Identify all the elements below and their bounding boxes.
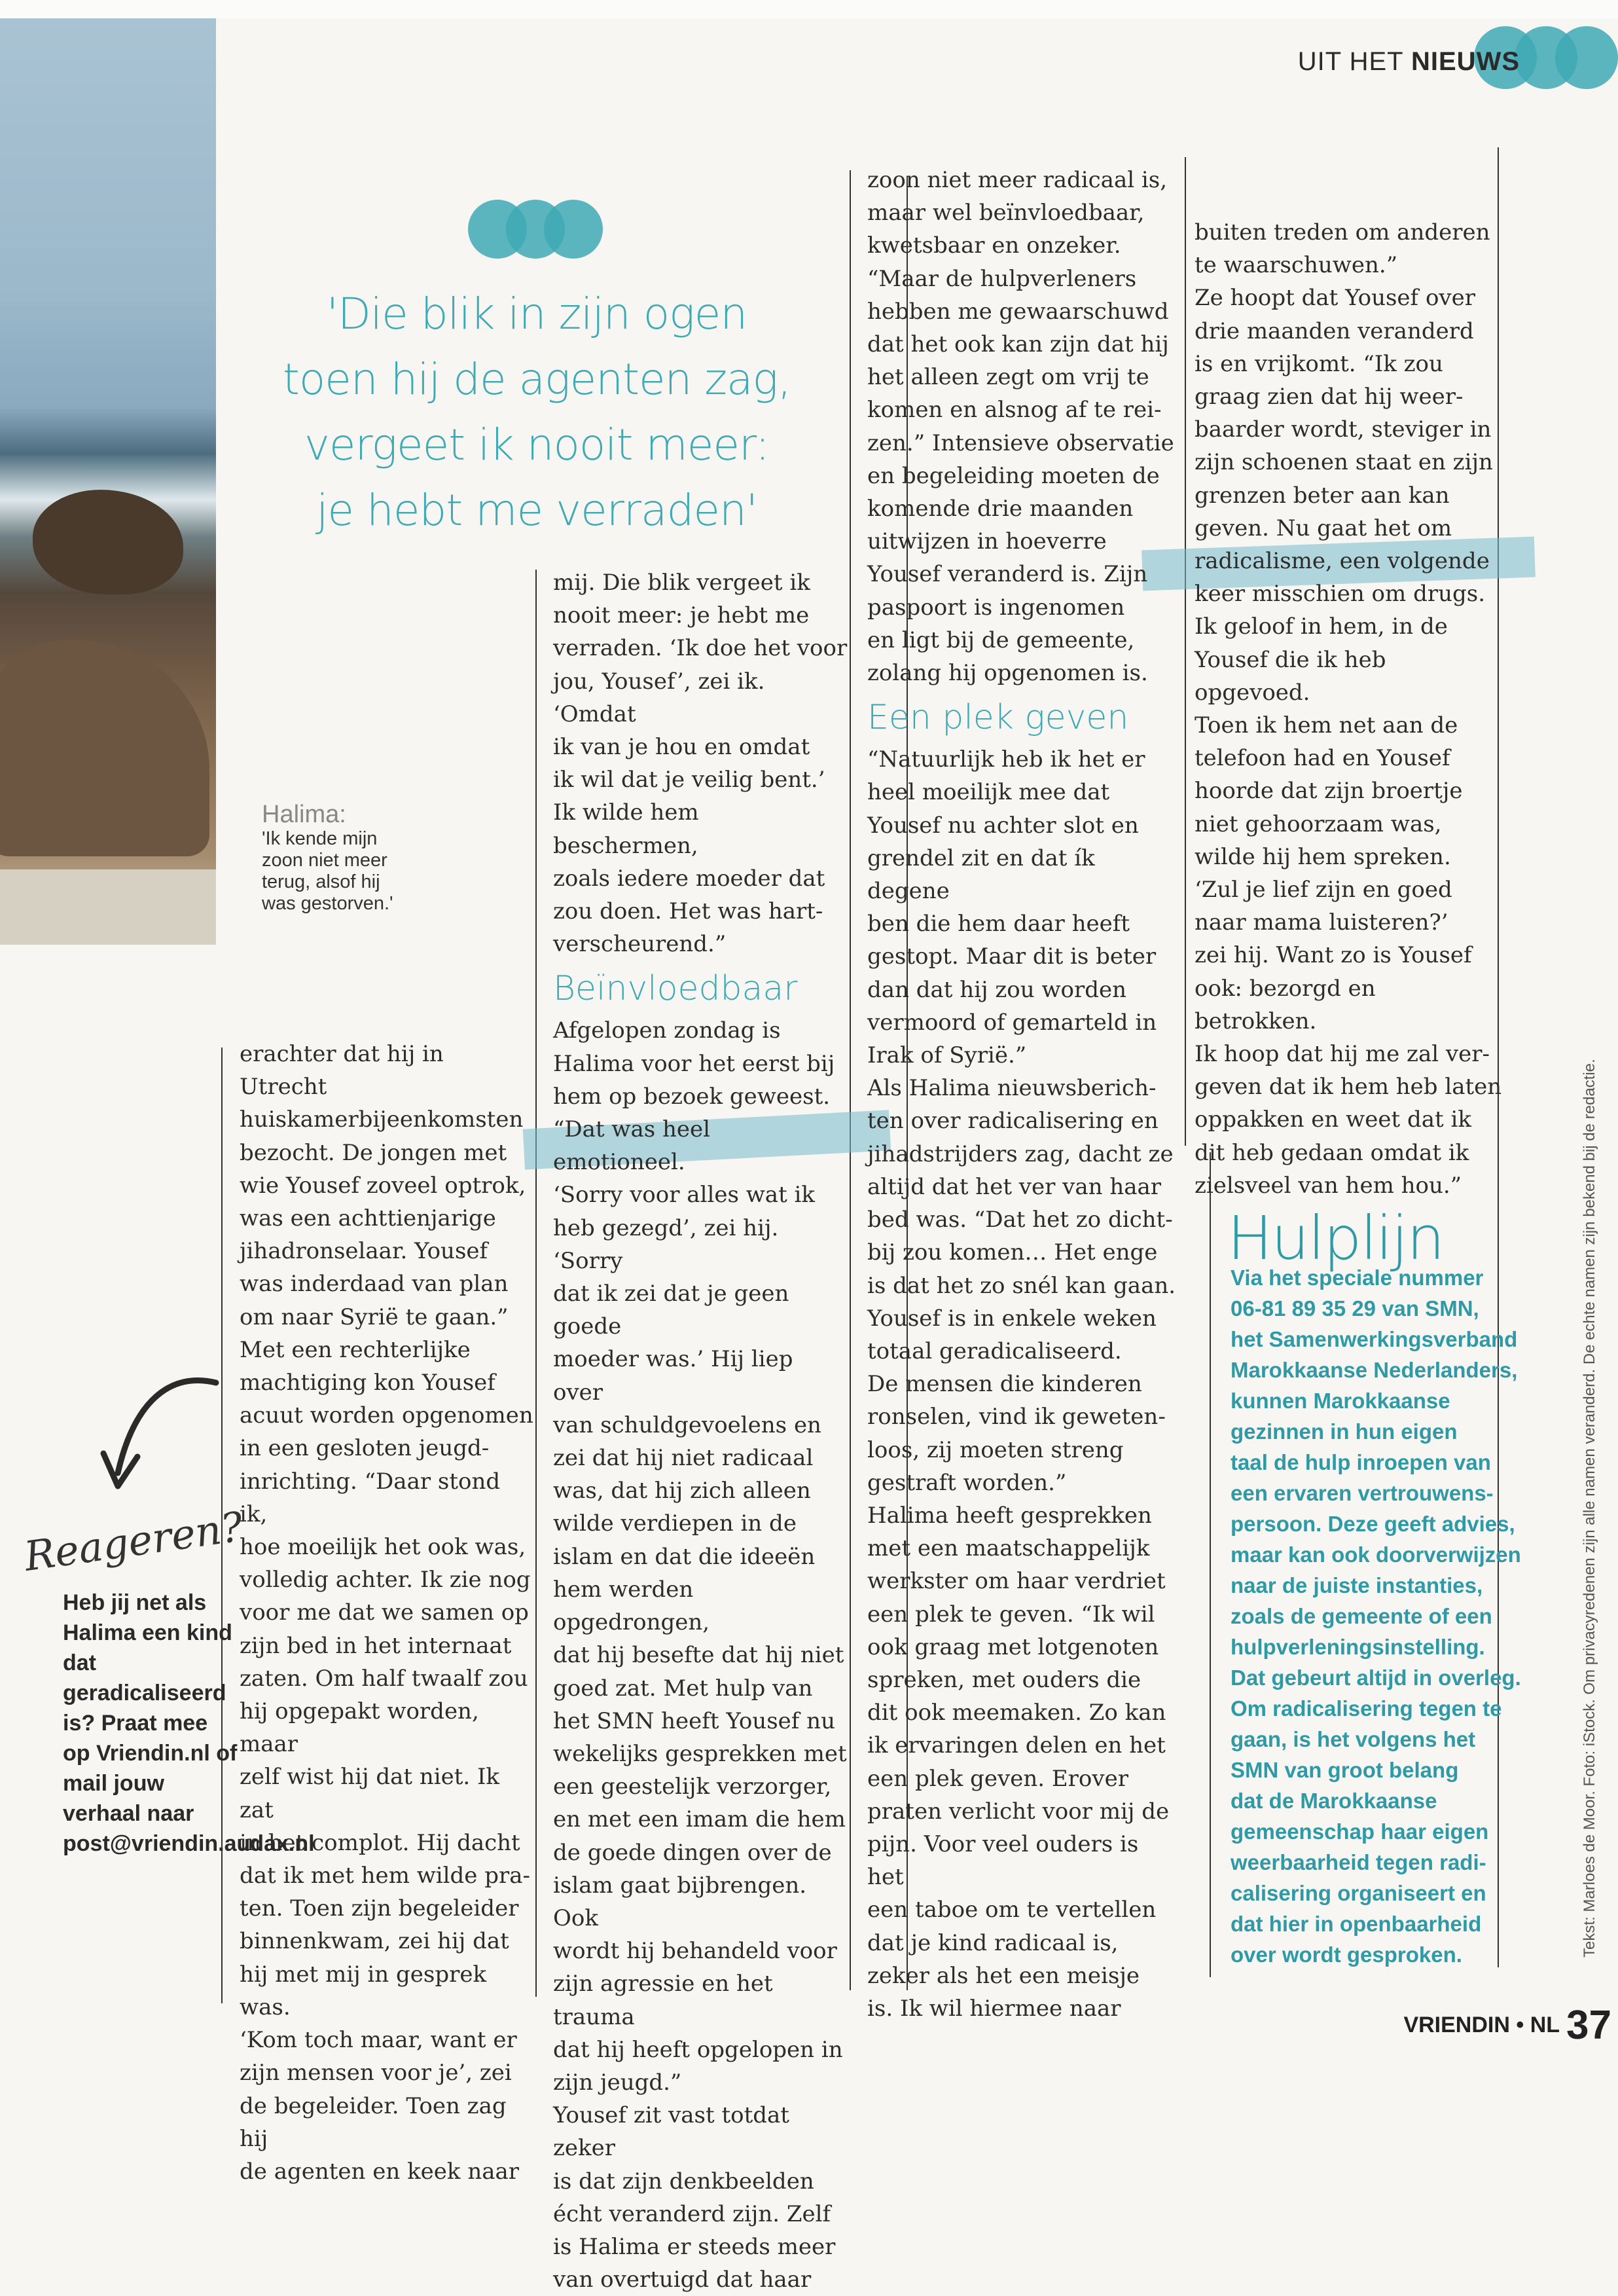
rock-shape [0, 640, 209, 856]
column-rule [1185, 157, 1186, 1146]
pull-quote: 'Die blik in zijn ogen toen hij de agenten zag, vergeet ik nooit meer: je hebt me verraden' [282, 289, 791, 536]
photo-credit: Tekst: Marloes de Moor. Foto: iStock. Om privacyredenen zijn alle namen veranderd. De echte namen zijn bekend bij de redactie. [1581, 1059, 1598, 1958]
column-3-text-a: zoon niet meer radicaal is, maar wel beïnvloedbaar, kwetsbaar en onzeker. “Maar de hulpverleners hebben me gewaarschuwd dat het ook kan zijn dat hij het alleen zegt om vrij te komen en alsnog af te rei- zen.” Intensieve observatie en begeleiding moeten de komende drie maanden uitwijzen in hoeverre Yousef veranderd is. Zijn paspoort is ingenomen en ligt bij de gemeente, zolang hij opgenomen is. [867, 167, 1174, 687]
caption-text: 'Ik kende mijn zoon niet meer terug, alsof hij was gestorven.' [262, 828, 393, 914]
column-rule [850, 170, 851, 1990]
hulplijn-text: Via het speciale nummer 06-81 89 35 29 van SMN, het Samenwerkingsverband Marokkaanse Nederlanders, kunnen Marokkaanse gezinnen in hun eigen taal de hulp inroepen van een ervaren vertrouwens- persoon. Deze geeft advies, maar kan ook doorverwijzen naar de juiste instanties, zoals de gemeente of een hulpverleningsinstelling. Dat gebeurt altijd in overleg. Om radicalisering tegen te gaan, is het volgens het SMN van groot belang dat de Marokkaanse gemeenschap haar eigen weerbaarheid tegen radi- calisering organiseert en dat hier in openbaarheid over wordt gesproken. [1231, 1266, 1521, 1967]
article-column-4: buiten treden om anderen te waarschuwen.” Ze hoopt dat Yousef over drie maanden veranderd is en vrijkomt. “Ik zou graag zien dat hij weer- baarder wordt, steviger in zijn schoenen staat en zijn grenzen beter aan kan geven. Nu gaat het om radicalisme, een volgende keer misschien om drugs. Ik geloof in hem, in de Yousef die ik heb opgevoed. Toen ik hem net aan de telefoon had en Yousef hoorde dat zijn broertje niet gehoorzaam was, wilde hij hem spreken. ‘Zul je lief zijn en goed naar mama luisteren?’ zei hij. Want zo is Yousef ook: bezorgd en betrokken. Ik hoop dat hij me zal ver- geven dat ik hem heb laten oppakken en weet dat ik dit heb gedaan omdat ik zielsveel van hem hou.” [1195, 219, 1502, 1199]
magazine-name: VRIENDIN • NL [1403, 2013, 1560, 2037]
top-margin [0, 0, 1618, 18]
column-rule [535, 570, 537, 1997]
article-column-3 [867, 164, 1181, 2025]
section-strong: NIEUWS [1411, 47, 1520, 76]
reageren-title: Reageren? [21, 1502, 246, 1581]
hulplijn-title: Hulplijn [1227, 1203, 1444, 1273]
coastal-rocks-photo [0, 18, 216, 945]
reageren-text: Heb jij net als Halima een kind dat geradicaliseerd is? Praat mee op Vriendin.nl of mail jouw verhaal naar post@vriendin.audax.nl [63, 1590, 315, 1856]
section-label [1298, 47, 1520, 77]
article-column-2 [553, 566, 848, 2296]
article-column-1: erachter dat hij in Utrecht huiskamerbijeenkomsten bezocht. De jongen met wie Yousef zoveel optrok, was een achttienjarige jihadronselaar. Yousef was inderdaad van plan om naar Syrië te gaan.” Met een rechterlijke machtiging kon Yousef acuut worden opgenomen in een gesloten jeugd- inrichting. “Daar stond ik, hoe moeilijk het ook was, volledig achter. Ik zie nog voor me dat we samen op zijn bed in het internaat zaten. Om half twaalf zou hij opgepakt worden, maar zelf wist hij dat niet. Ik zat in het complot. Hij dacht dat ik met hem wilde pra- ten. Toen zijn begeleider binnenkwam, zei hij dat hij met mij in gesprek was. ‘Kom toch maar, want er zijn mensen voor je’, zei de begeleider. Toen zag hij de agenten en keek naar [240, 1041, 533, 2185]
column-rule [1210, 1152, 1211, 1977]
column-3-text-b: “Natuurlijk heb ik het er heel moeilijk mee dat Yousef nu achter slot en grendel zit en dat ík degene ben die hem daar heeft gestopt. Maar dit is beter dan dat hij zou worden vermoord of gemarteld in Irak of Syrië.” Als Halima nieuwsberich- ten over radicalisering en jihadstrijders zag, dacht ze altijd dat het ver van haar bed was. “Dat het zo dicht- bij zou komen… Het enge is dat het zo snél kan gaan. Yousef is in enkele weken totaal geradicaliseerd. De mensen die kinderen ronselen, vind ik geweten- loos, zij moeten streng gestraft worden.” Halima heeft gesprekken met een maatschappelijk werkster om haar verdriet een plek te geven. “Ik wil ook graag met lotgenoten spreken, met ouders die dit ook meemaken. Zo kan ik ervaringen delen en het een plek geven. Erover praten verlicht voor mij de pijn. Voor veel ouders is het een taboe om te vertellen dat je kind radicaal is, zeker als het een meisje is. Ik wil hiermee naar [867, 746, 1176, 2022]
column-2-text-b: Afgelopen zondag is Halima voor het eerst bij hem op bezoek geweest. “Dat was heel emotioneel. ‘Sorry voor alles wat ik heb gezegd’, zei hij. ‘Sorry dat ik zei dat je geen goede moeder was.’ Hij liep over van schuldgevoelens en zei dat hij niet radicaal was, dat hij zich alleen wilde verdiepen in de islam en dat die ideeën hem werden opgedrongen, dat hij besefte dat hij niet goed zat. Met hulp van het SMN heeft Yousef nu wekelijks gesprekken met een geestelijk verzorger, en met een imam die hem de goede dingen over de islam gaat bijbrengen. Ook wordt hij behandeld voor zijn agressie en het trauma dat hij heeft opgelopen in zijn jeugd.” Yousef zit vast totdat zeker is dat zijn denkbeelden écht veranderd zijn. Zelf is Halima er steeds meer van overtuigd dat haar [553, 1017, 847, 2293]
photo-caption [262, 801, 406, 915]
ledge-shape [0, 869, 216, 945]
page-footer [1403, 2002, 1611, 2049]
caption-name: Halima: [262, 801, 346, 828]
section-prefix: UIT HET [1297, 47, 1403, 76]
column-2-text-a: mij. Die blik vergeet ik nooit meer: je hebt me verraden. ‘Ik doe het voor jou, Yousef’, zei ik. ‘Omdat ik van je hou en omdat ik wil dat je veilig bent.’ Ik wilde hem beschermen, zoals iedere moeder dat zou doen. Het was hart- verscheurend.” [553, 570, 848, 958]
quote-circles-decoration [468, 200, 603, 259]
subhead-een-plek-geven: Een plek geven [867, 698, 1129, 738]
subhead-beinvloedbaar: Beïnvloedbaar [553, 969, 798, 1009]
curved-arrow-icon [98, 1375, 223, 1512]
rock-shape [33, 490, 183, 594]
page-number: 37 [1566, 2003, 1611, 2048]
